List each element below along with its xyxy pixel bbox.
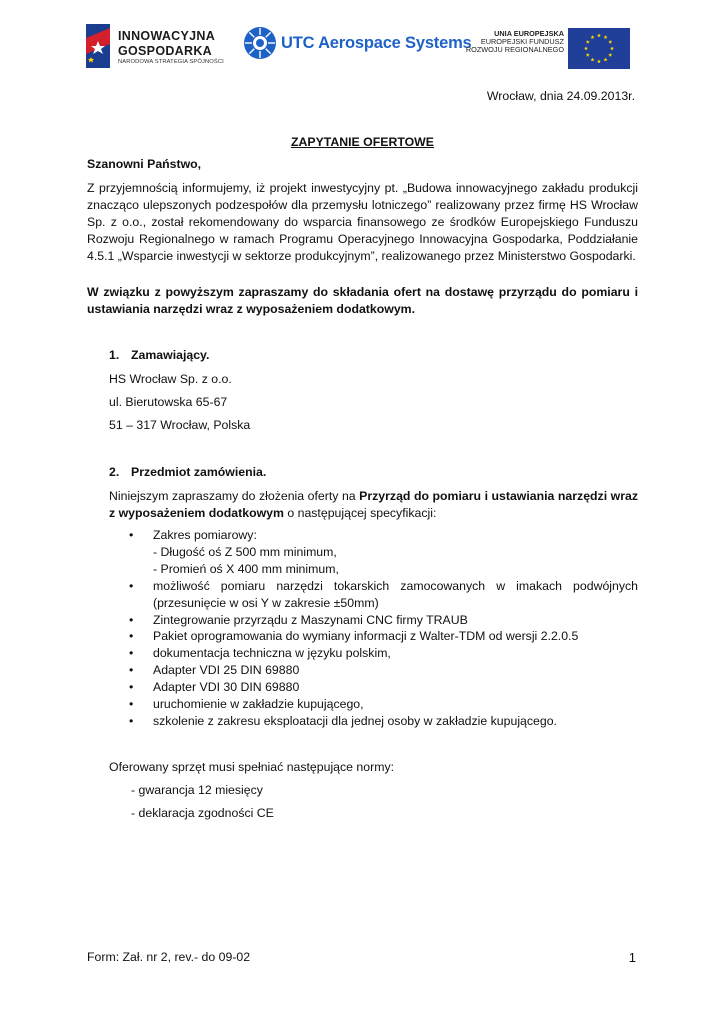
spec-item-text: dokumentacja techniczna w języku polskim, [153, 646, 391, 661]
intro-paragraph: Z przyjemnością informujemy, iż projekt inwestycyjny pt. „Budowa innowacyjnego zakładu produkcji znacząco ulepszonych podzespołów dla przemysłu lotniczego” realizowany przez firmę HS Wrocław Sp. z o.o., został rekomendowany do wsparcia finansowego ze środków Europejskiego Funduszu Rozwoju Regionalnego w ramach Programu Operacyjnego Innowacyjna Gospodarka, Poddziałanie 4.5.1 „Wsparcie inwestycji w sektorze produkcyjnym”, realizowanego przez Ministerstwo Gospodarki. [87, 181, 638, 263]
section2-description [109, 488, 638, 522]
section2-text-before: Niniejszym zapraszamy do złożenia oferty na [109, 489, 360, 503]
eu-flag-icon [568, 28, 630, 69]
document-date: Wrocław, dnia 24.09.2013r. [486, 89, 635, 103]
spec-item-text: uruchomienie w zakładzie kupującego, [153, 697, 364, 712]
spec-item-text: możliwość pomiaru narzędzi tokarskich zamocowanych w imakach podwójnych (przesunięcie w osi Y w zakresie ±50mm) [153, 578, 638, 610]
spec-item-text: Adapter VDI 25 DIN 69880 [153, 663, 300, 678]
section1-title: Zamawiający. [131, 348, 210, 362]
buyer-street: ul. Bierutowska 65-67 [109, 395, 228, 409]
section2-text-bold: Przyrząd do pomiaru i ustawiania narzędzi wraz z wyposażeniem dodatkowym [109, 489, 638, 520]
bullet-icon: • [129, 528, 134, 542]
buyer-name: HS Wrocław Sp. z o.o. [109, 372, 232, 386]
utc-logo-text: UTC Aerospace Systems [281, 34, 472, 52]
bullet-icon: • [129, 612, 134, 627]
norms-intro: Oferowany sprzęt musi spełniać następujące normy: [109, 760, 395, 774]
spec-item [109, 612, 638, 629]
utc-aerospace-logo [243, 26, 472, 62]
ig-logo-line2: GOSPODARKA [118, 43, 212, 58]
bullet-icon: • [129, 713, 134, 728]
footer-form-reference: Form: Zał. nr 2, rev.- do 09-02 [87, 950, 251, 964]
bullet-icon: • [129, 680, 134, 695]
spec-item [109, 578, 638, 612]
norm-warranty: - gwarancja 12 miesięcy [131, 783, 263, 797]
spec-item-text: Pakiet oprogramowania do wymiany informacji z Walter-TDM od wersji 2.2.0.5 [153, 629, 579, 644]
innowacyjna-gospodarka-logo [86, 24, 256, 70]
section1-number: 1. [109, 348, 120, 362]
page-number: 1 [628, 950, 636, 965]
ig-flag-icon [86, 24, 110, 68]
spec-subitem: - Promień oś X 400 mm minimum, [153, 561, 339, 576]
buyer-city: 51 – 317 Wrocław, Polska [109, 418, 251, 432]
bullet-icon: • [129, 697, 134, 712]
norm-ce-declaration: - deklaracja zgodności CE [131, 806, 274, 820]
ig-logo-line1: INNOWACYJNA [118, 29, 216, 43]
spec-item [109, 527, 638, 578]
section2-title: Przedmiot zamówienia. [131, 465, 267, 479]
ig-logo-line3: NARODOWA STRATEGIA SPÓJNOŚCI [118, 59, 224, 65]
spec-item [109, 662, 638, 679]
eu-logo-line2: EUROPEJSKI FUNDUSZ [480, 37, 564, 47]
section2-number: 2. [109, 465, 120, 479]
spec-item-text: Zintegrowanie przyrządu z Maszynami CNC firmy TRAUB [153, 612, 468, 627]
section2-text-after: o następującej specyfikacji: [283, 505, 437, 520]
eu-logo-line1: UNIA EUROPEJSKA [494, 29, 564, 38]
spec-item [109, 645, 638, 662]
page-title: ZAPYTANIE OFERTOWE [290, 135, 434, 149]
bullet-icon: • [129, 578, 134, 593]
section1-heading [109, 348, 209, 362]
utc-turbine-icon [243, 26, 277, 60]
spec-subitem: - Długość oś Z 500 mm minimum, [153, 544, 337, 559]
spec-item-text: Adapter VDI 30 DIN 69880 [153, 680, 300, 695]
specification-list [109, 527, 638, 730]
spec-item-text: Zakres pomiarowy: [153, 528, 257, 542]
bullet-icon: • [129, 629, 134, 644]
eu-logo-line3: ROZWOJU REGIONALNEGO [465, 45, 564, 55]
spec-item [109, 713, 638, 730]
spec-item [109, 679, 638, 696]
section2-heading [109, 465, 266, 479]
greeting: Szanowni Państwo, [87, 157, 202, 171]
spec-item-text: szkolenie z zakresu eksploatacji dla jednej osoby w zakładzie kupującego. [153, 713, 557, 728]
spec-item [109, 696, 638, 713]
invitation-paragraph: W związku z powyższym zapraszamy do składania ofert na dostawę przyrządu do pomiaru i ustawiania narzędzi wraz z wyposażeniem dodatkowym. [87, 285, 638, 316]
bullet-icon: • [129, 663, 134, 678]
bullet-icon: • [129, 646, 134, 661]
spec-item [109, 628, 638, 645]
eu-fund-logo [466, 28, 630, 70]
